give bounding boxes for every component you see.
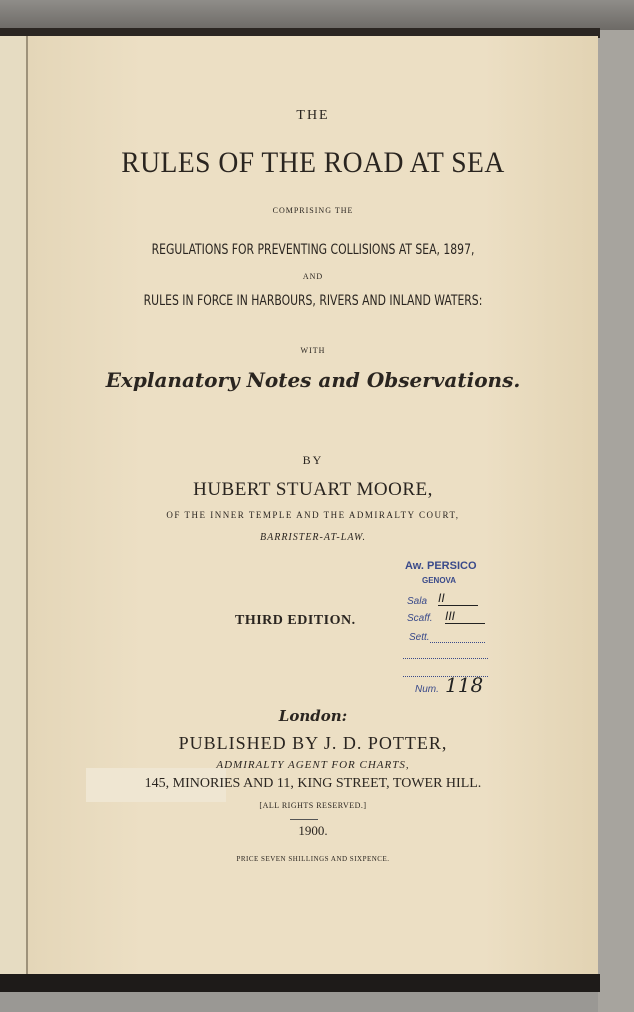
- book-bottom-edge: [0, 974, 600, 992]
- stamp-dotted-line: [403, 658, 488, 659]
- stamp-sala-value: II: [438, 591, 478, 606]
- explanatory-notes: Explanatory Notes and Observations.: [105, 368, 521, 392]
- stamp-sett-label: Sett.: [409, 632, 430, 643]
- title-article: THE: [296, 108, 330, 123]
- subtitle-regulations: REGULATIONS FOR PREVENTING COLLISIONS AT SEA, 1897,: [151, 242, 475, 258]
- stamp-scaff-label: Scaff.: [407, 613, 433, 624]
- place-of-publication: London:: [278, 707, 348, 725]
- scan-background: [0, 0, 634, 30]
- publication-year: 1900.: [298, 823, 328, 838]
- publisher-role: ADMIRALTY AGENT FOR CHARTS,: [216, 759, 410, 771]
- stamp-sala-label: Sala: [407, 596, 428, 607]
- publisher: PUBLISHED BY J. D. POTTER,: [178, 733, 448, 753]
- price: PRICE SEVEN SHILLINGS AND SIXPENCE.: [236, 855, 390, 863]
- publisher-address: 145, MINORIES AND 11, KING STREET, TOWER HILL.: [144, 776, 482, 791]
- comprising-text: COMPRISING THE: [272, 206, 354, 215]
- rights-notice: [ALL RIGHTS RESERVED.]: [259, 801, 367, 810]
- facing-page-edge: [0, 36, 28, 976]
- library-stamp: [400, 558, 495, 703]
- author-name: HUBERT STUART MOORE,: [193, 479, 433, 500]
- stamp-owner: Aw. PERSICO: [405, 560, 477, 572]
- scan-background-right: [598, 30, 634, 1012]
- subtitle-rules-in-force: RULES IN FORCE IN HARBOURS, RIVERS AND INLAND WATERS:: [143, 293, 483, 309]
- edition: THIRD EDITION.: [235, 613, 356, 628]
- author-profession: BARRISTER-AT-LAW.: [260, 532, 366, 543]
- divider: [290, 819, 318, 820]
- with-text: WITH: [300, 346, 326, 355]
- and-text: AND: [302, 272, 324, 281]
- stamp-dotted-line: [430, 642, 485, 643]
- stamp-scaff-value: III: [445, 609, 485, 624]
- stamp-num-label: Num.: [415, 684, 439, 695]
- book-title: RULES OF THE ROAD AT SEA: [121, 146, 505, 179]
- stamp-city: GENOVA: [422, 576, 457, 585]
- stamp-num-value: 118: [445, 673, 484, 697]
- author-affiliation: OF THE INNER TEMPLE AND THE ADMIRALTY COURT,: [166, 510, 460, 520]
- by-text: BY: [302, 453, 324, 467]
